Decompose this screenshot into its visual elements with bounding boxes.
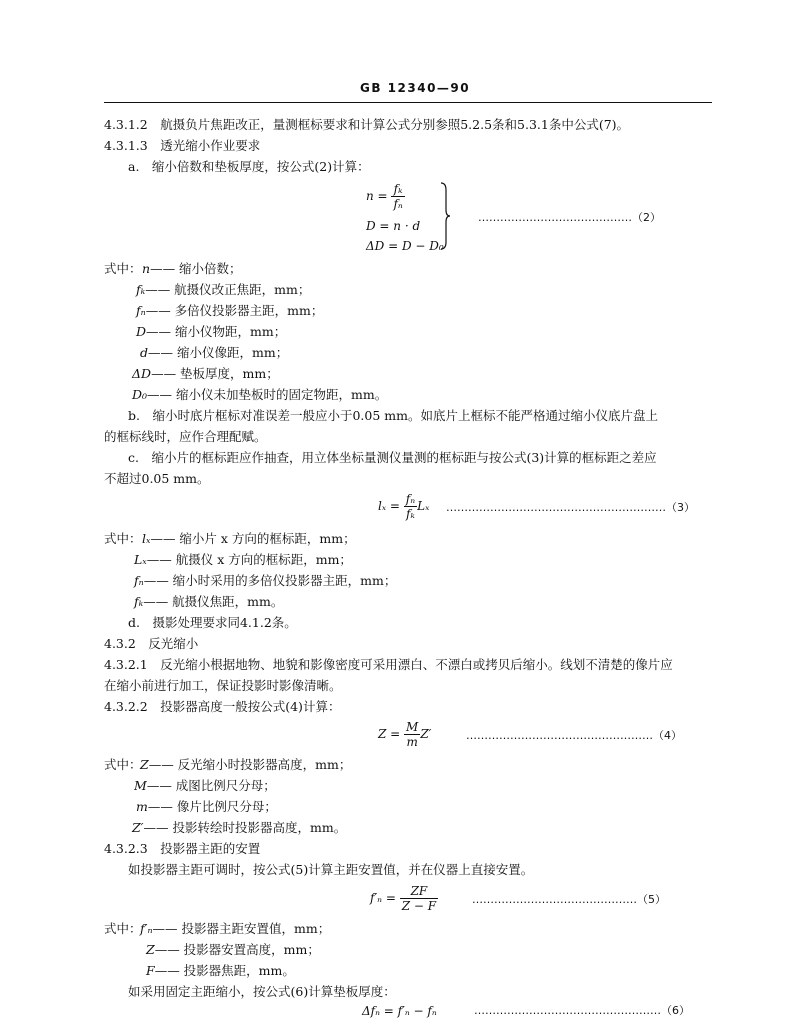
legend-symbol: Z bbox=[146, 942, 155, 957]
legend-symbol: fₖ bbox=[136, 282, 146, 297]
item-b-line1: b. 缩小时底片框标对准误差一般应小于0.05 mm。如底片上框标不能严格通过缩小仪底片盘上 bbox=[128, 408, 658, 423]
legend-symbol: fₙ bbox=[136, 303, 146, 318]
legend-text: —— 垫板厚度，mm； bbox=[151, 366, 279, 381]
legend-2-item bbox=[136, 324, 286, 340]
eq5-fraction bbox=[400, 884, 438, 913]
legend-symbol: m bbox=[136, 799, 148, 814]
legend-3-item bbox=[134, 573, 396, 589]
eq3-tail: Lₓ bbox=[417, 499, 430, 513]
legend-3-item bbox=[134, 552, 352, 568]
legend-2-prefix: 式中： bbox=[104, 261, 142, 276]
legend-5-item bbox=[146, 963, 295, 979]
eq4-fraction bbox=[404, 720, 420, 749]
item-c-line2: 不超过0.05 mm。 bbox=[104, 471, 210, 486]
eq2-numerator: fₖ bbox=[393, 182, 403, 196]
legend-text: —— 缩小倍数； bbox=[150, 261, 242, 276]
eq3-fraction bbox=[404, 492, 417, 521]
equation-3-number: ……………………………………………………（3） bbox=[446, 501, 695, 514]
legend-text: —— 成图比例尺分母； bbox=[146, 778, 276, 793]
eq4-tail: Z′ bbox=[420, 727, 432, 741]
clause-4-3-1-3-heading: 4.3.1.3 透光缩小作业要求 bbox=[104, 138, 261, 153]
legend-2-item bbox=[136, 282, 310, 298]
legend-symbol: d bbox=[140, 345, 149, 360]
legend-2-item bbox=[142, 261, 242, 277]
equation-4-number: ……………………………………………（4） bbox=[466, 729, 682, 742]
equation-5 bbox=[370, 884, 438, 913]
legend-5-item bbox=[140, 921, 330, 937]
eq3-lhs: lₓ = bbox=[378, 499, 400, 513]
eq4-lhs: Z = bbox=[378, 727, 401, 741]
legend-3-item bbox=[142, 531, 356, 547]
clause-4-3-2-3-heading: 4.3.2.3 投影器主距的安置 bbox=[104, 841, 261, 856]
legend-text: —— 像片比例尺分母； bbox=[147, 799, 277, 814]
legend-symbol: ΔD bbox=[132, 366, 152, 381]
fixed-focal-text: 如采用固定主距缩小，按公式(6)计算垫板厚度： bbox=[128, 984, 396, 999]
legend-text: —— 缩小时采用的多倍仪投影器主距，mm； bbox=[143, 573, 397, 588]
legend-4-item bbox=[132, 820, 346, 836]
clause-4-3-2-1-line1: 4.3.2.1 反光缩小根据地物、地貌和影像密度可采用漂白、不漂白或拷贝后缩小。线划不清楚的像片应 bbox=[104, 657, 673, 672]
header-rule bbox=[104, 102, 712, 103]
legend-symbol: fₙ bbox=[134, 573, 144, 588]
legend-symbol: Lₓ bbox=[134, 552, 147, 567]
legend-2-item bbox=[132, 387, 387, 403]
legend-2-item bbox=[132, 366, 279, 382]
legend-symbol: D bbox=[136, 324, 147, 339]
legend-4-item bbox=[140, 757, 351, 773]
legend-text: —— 航摄仪 x 方向的框标距，mm； bbox=[146, 552, 352, 567]
legend-5-prefix: 式中： bbox=[104, 921, 142, 936]
item-c-line1: c. 缩小片的框标距应作抽查，用立体坐标量测仪量测的框标距与按公式(3)计算的框标距之差应 bbox=[128, 450, 657, 465]
legend-symbol: Z bbox=[140, 757, 149, 772]
item-d: d. 摄影处理要求同4.1.2条。 bbox=[128, 615, 297, 630]
equation-3 bbox=[378, 492, 429, 521]
equation-2-line1 bbox=[366, 182, 405, 211]
legend-3-item bbox=[134, 594, 283, 610]
legend-text: —— 航摄仪改正焦距，mm； bbox=[145, 282, 311, 297]
legend-2-item bbox=[136, 303, 323, 319]
eq2-denominator: fₙ bbox=[393, 197, 403, 211]
legend-4-item bbox=[134, 778, 276, 794]
right-brace bbox=[440, 182, 450, 250]
adjustable-focal-text: 如投影器主距可调时，按公式(5)计算主距安置值，并在仪器上直接安置。 bbox=[128, 862, 534, 877]
eq6-rhs: f′ₙ − fₙ bbox=[397, 1004, 437, 1018]
clause-4-3-1-2: 4.3.1.2 航摄负片焦距改正，量测框标要求和计算公式分别参照5.2.5条和5.3.1条中公式(7)。 bbox=[104, 117, 630, 132]
eq5-lhs: f′ₙ = bbox=[370, 891, 396, 905]
equation-2-number: ……………………………………（2） bbox=[478, 211, 661, 224]
legend-symbol: F bbox=[146, 963, 155, 978]
legend-5-item bbox=[146, 942, 320, 958]
legend-symbol: lₓ bbox=[142, 531, 151, 546]
legend-symbol: fₖ bbox=[134, 594, 144, 609]
equation-6 bbox=[362, 1003, 437, 1018]
clause-4-3-2-2: 4.3.2.2 投影器高度一般按公式(4)计算： bbox=[104, 699, 341, 714]
eq3-denominator: fₖ bbox=[404, 506, 417, 521]
eq6-lhs: Δfₙ = bbox=[362, 1004, 394, 1018]
equation-4 bbox=[378, 720, 431, 749]
eq4-numerator: M bbox=[406, 720, 419, 734]
eq2-lhs: n = bbox=[366, 189, 388, 203]
legend-2-item bbox=[140, 345, 288, 361]
equation-2-line2: D = n · d bbox=[366, 219, 421, 233]
legend-3-prefix: 式中： bbox=[104, 531, 142, 546]
legend-4-item bbox=[136, 799, 277, 815]
legend-4-prefix: 式中： bbox=[104, 757, 142, 772]
equation-5-number: ………………………………………（5） bbox=[472, 893, 666, 906]
legend-symbol: M bbox=[134, 778, 147, 793]
legend-text: —— 多倍仪投影器主距，mm； bbox=[145, 303, 324, 318]
equation-2-line3: ΔD = D − D₀ bbox=[366, 239, 444, 253]
legend-symbol: D₀ bbox=[132, 387, 148, 402]
legend-text: —— 投影器主距安置值，mm； bbox=[152, 921, 331, 936]
clause-4-3-2-heading: 4.3.2 反光缩小 bbox=[104, 636, 199, 651]
eq4-denominator: m bbox=[404, 734, 420, 749]
eq5-numerator: ZF bbox=[410, 884, 428, 898]
legend-text: —— 缩小仪未加垫板时的固定物距，mm。 bbox=[147, 387, 388, 402]
equation-6-number: ……………………………………………（6） bbox=[474, 1004, 690, 1017]
standard-code-header: GB 12340—90 bbox=[360, 81, 471, 95]
legend-text: —— 投影器焦距，mm。 bbox=[154, 963, 295, 978]
eq2-fraction bbox=[391, 182, 404, 211]
clause-4-3-2-1-line2: 在缩小前进行加工，保证投影时影像清晰。 bbox=[104, 678, 342, 693]
legend-text: —— 反光缩小时投影器高度，mm； bbox=[148, 757, 352, 772]
legend-text: —— 缩小仪像距，mm； bbox=[148, 345, 289, 360]
item-b-line2: 的框标线时，应作合理配赋。 bbox=[104, 429, 267, 444]
legend-symbol: Z′ bbox=[132, 820, 144, 835]
legend-symbol: f′ₙ bbox=[140, 921, 153, 936]
legend-text: —— 投影器安置高度，mm； bbox=[154, 942, 320, 957]
eq5-denominator: Z − F bbox=[401, 899, 437, 913]
eq3-numerator: fₙ bbox=[405, 492, 416, 506]
item-a: a. 缩小倍数和垫板厚度，按公式(2)计算： bbox=[128, 159, 370, 174]
legend-text: —— 投影转绘时投影器高度，mm。 bbox=[143, 820, 347, 835]
legend-symbol: n bbox=[142, 261, 151, 276]
legend-text: —— 航摄仪焦距，mm。 bbox=[143, 594, 284, 609]
legend-text: —— 缩小片 x 方向的框标距，mm； bbox=[150, 531, 356, 546]
legend-text: —— 缩小仪物距，mm； bbox=[146, 324, 287, 339]
